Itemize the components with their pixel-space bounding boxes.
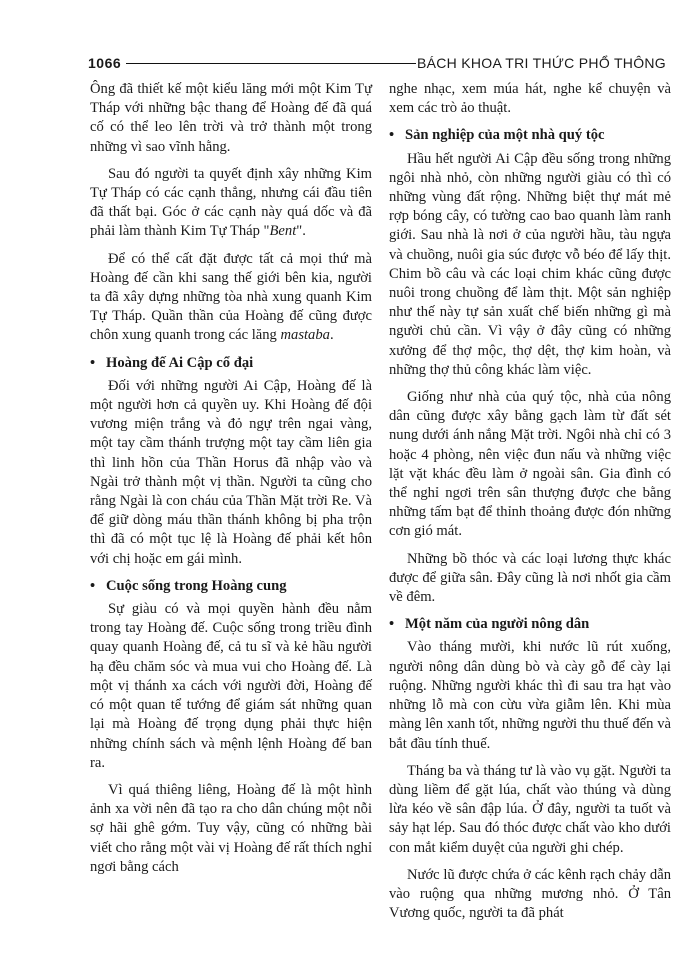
header-rule [126, 63, 416, 64]
bullet-icon: • [389, 127, 395, 144]
paragraph: Vì quá thiêng liêng, Hoàng đế là một hình ảnh xa vời nên đã tạo ra cho dân chúng một nỗi sợ hãi ghê gớm. Tuy vậy, cũng có những bài viết cho rằng một vài vị Hoàng đế rất thích nghỉ ngơi bằng cách [90, 781, 372, 875]
section-heading: • Cuộc sống trong Hoàng cung [90, 577, 372, 596]
page-header [88, 54, 666, 74]
paragraph: Vào tháng mười, khi nước lũ rút xuống, người nông dân dùng bò và cày gỗ để cày lại ruộng. Những người khác thì đi sau tra hạt vào những lỗ mà con cừu vừa giẫm lên. Khi mùa màng lên xanh tốt, những người thu thuế đến và bắt đầu tính thuế. [389, 639, 671, 752]
bullet-icon: • [90, 577, 96, 594]
paragraph: nghe nhạc, xem múa hát, nghe kể chuyện và xem các trò ảo thuật. [389, 81, 671, 117]
page-number: 1066 [88, 55, 122, 71]
paragraph: Những bồ thóc và các loại lương thực khác được để giữa sân. Đây cũng là nơi nhốt gia cầm về đêm. [389, 550, 671, 606]
section-heading: • Sản nghiệp của một nhà quý tộc [389, 126, 671, 145]
paragraph: Đối với những người Ai Cập, Hoàng đế là một người hơn cả quyền uy. Khi Hoàng đế đội vương miện trắng và đỏ ngự trên ngai vàng, một tay cầm thánh trượng một tay cầm liên gia thì linh hồn của Thần Horus đã nhập vào và Ngài trở thành một vị thần. Người ta cũng cho rằng Ngài là con cháu của Thần Mặt trời Re. Và để giữ dòng máu thần thánh không bị pha trộn thì đã có một tục lệ là Hoàng đế phải kết hôn với chị hoặc em gái mình. [90, 377, 372, 567]
left-column [90, 80, 372, 885]
paragraph: Sau đó người ta quyết định xây những Kim Tự Tháp có các cạnh thẳng, nhưng cái đầu tiên đã thất bại. Góc ở các cạnh này quá dốc và đã phải làm thành Kim Tự Tháp "Bent". [90, 165, 372, 240]
paragraph: Để có thể cất đặt được tất cả mọi thứ mà Hoàng đế cần khi sang thế giới bên kia, người ta đã xây dựng những tòa nhà xung quanh Kim Tự Tháp. Quần thần của Hoàng đế cũng được chôn xung quanh trong các lăng mastaba. [90, 250, 372, 344]
paragraph: Tháng ba và tháng tư là vào vụ gặt. Người ta dùng liềm để gặt lúa, chất vào thúng và dùng lừa kéo về sân đập lúa. Ở đây, người ta tuốt và sảy hạt lép. Sau đó thóc được chất vào kho dưới con mắt kiểm duyệt của người ghi chép. [389, 762, 671, 856]
paragraph: Ông đã thiết kế một kiểu lăng mới một Kim Tự Tháp với những bậc thang để Hoàng đế đã quá cố có thể leo lên trời và trở thành một trong những vì sao vĩnh hằng. [90, 81, 372, 155]
section-heading: • Một năm của người nông dân [389, 615, 671, 634]
paragraph: Giống như nhà của quý tộc, nhà của nông dân cũng được xây bằng gạch làm từ đất sét nung dưới ánh nắng Mặt trời. Ngôi nhà chỉ có 3 hoặc 4 phòng, nên việc đun nấu và những việc lặt vặt khác đều làm ở ngoài sân. Gia đình có thể nghỉ ngơi trên sân thượng được che bằng những tấm bạt để thỉnh thoảng được đón những cơn gió mát. [389, 389, 671, 540]
right-column [389, 80, 671, 931]
section-heading: • Hoàng đế Ai Cập cổ đại [90, 354, 372, 373]
paragraph: Nước lũ được chứa ở các kênh rạch chảy dẫn vào ruộng qua những mương nhỏ. Ở Tân Vương quốc, người ta đã phát [389, 866, 671, 922]
bullet-icon: • [90, 354, 96, 371]
paragraph: Hầu hết người Ai Cập đều sống trong những ngôi nhà nhỏ, còn những người giàu có thì có những vùng đất rộng. Những biệt thự mát mẻ rợp bóng cây, có tường cao bao quanh làm ranh giới. Sau nhà là nơi ở của người hầu, tàu ngựa và chuồng, nuôi gia súc được vỗ béo để lấy thịt. Chim bồ câu và các loại chim khác cũng được nuôi trong chuồng để làm thịt. Một sản nghiệp như thế này tự sản xuất chế biến những gì mà người chủ cần. Vì vậy ở đây cũng có những xưởng để thợ mộc, thợ dệt, thợ kim hoàn, và những thợ thủ công khác làm việc. [389, 150, 671, 378]
book-title: BÁCH KHOA TRI THỨC PHỔ THÔNG [416, 55, 666, 71]
bullet-icon: • [389, 616, 395, 633]
paragraph: Sự giàu có và mọi quyền hành đều nằm trong tay Hoàng đế. Cuộc sống trong triều đình quay quanh Hoàng đế, cả tu sĩ và kẻ hầu người hạ đều chăm sóc và mua vui cho Hoàng đế. Là một vị thánh xa cách với người đời, Hoàng đế có một quan tể tướng để giám sát những quan lại mà Hoàng đế trọng dụng phải thực hiện những chính sách và mệnh lệnh Hoàng đế ban ra. [90, 601, 372, 771]
